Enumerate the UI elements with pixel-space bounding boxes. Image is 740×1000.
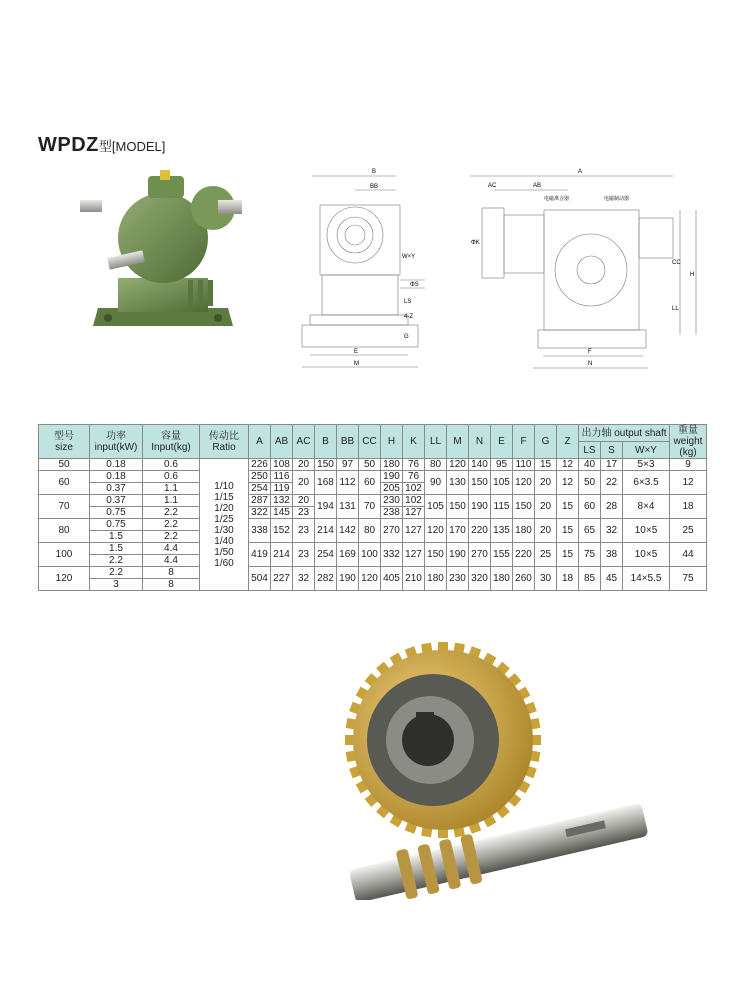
model-suffix: 型[MODEL]: [98, 139, 166, 154]
cell-kg: 2.2: [143, 507, 200, 519]
cell-CC: 70: [359, 495, 381, 519]
note-clutch: 电磁离合器: [544, 196, 570, 202]
cell-size: 80: [39, 519, 90, 543]
cell-kg: 1.1: [143, 483, 200, 495]
cell-K: 102: [403, 495, 425, 507]
cell-input: 0.37: [90, 483, 143, 495]
cell-H: 270: [381, 519, 403, 543]
cell-M: 170: [447, 519, 469, 543]
cell-kg: 2.2: [143, 519, 200, 531]
cell-weight: 75: [670, 567, 707, 591]
ratio-value: 1/15: [214, 491, 234, 503]
cell-A: 254: [249, 483, 271, 495]
cell-A: 287: [249, 495, 271, 507]
cell-AC: 32: [293, 567, 315, 591]
cell-Z: 15: [557, 495, 579, 519]
cell-WY: 10×5: [623, 519, 670, 543]
cell-H: 332: [381, 543, 403, 567]
header-size-line: 型号: [54, 430, 74, 442]
cell-input: 1.5: [90, 543, 143, 555]
header-ratio: [200, 425, 249, 459]
header-weight: [670, 425, 707, 459]
dim-K-label: ΦK: [471, 240, 480, 246]
cell-S: 28: [601, 495, 623, 519]
dim-F-label: F: [588, 349, 592, 355]
cell-B: 150: [315, 459, 337, 471]
cell-Z: 15: [557, 543, 579, 567]
page-title: [38, 133, 165, 159]
cell-kg: 0.6: [143, 459, 200, 471]
cell-H: 190: [381, 471, 403, 483]
cell-BB: 190: [337, 567, 359, 591]
cell-AB: 152: [271, 519, 293, 543]
header-ratio-line: Ratio: [212, 441, 236, 453]
cell-LL: 120: [425, 519, 447, 543]
gearbox-photo: [78, 168, 248, 338]
cell-BB: 169: [337, 543, 359, 567]
cell-K: 76: [403, 471, 425, 483]
front-dimension-drawing: [468, 160, 708, 375]
spec-table: [38, 424, 707, 591]
cell-E: 95: [491, 459, 513, 471]
dim-N-label: N: [588, 361, 593, 367]
cell-input: 0.75: [90, 519, 143, 531]
cell-H: 238: [381, 507, 403, 519]
ratio-value: 1/50: [214, 546, 234, 558]
cell-kg: 2.2: [143, 531, 200, 543]
cell-K: 76: [403, 459, 425, 471]
cell-N: 140: [469, 459, 491, 471]
ratio-value: 1/20: [214, 502, 234, 514]
header-dim: LL: [425, 425, 447, 459]
header-dim: Z: [557, 425, 579, 459]
cell-input: 2.2: [90, 567, 143, 579]
cell-AC: 20: [293, 495, 315, 507]
cell-Z: 12: [557, 459, 579, 471]
cell-F: 120: [513, 471, 535, 495]
cell-size: 70: [39, 495, 90, 519]
ratio-value: 1/10: [214, 480, 234, 492]
cell-B: 214: [315, 519, 337, 543]
cell-K: 102: [403, 483, 425, 495]
cell-Z: 15: [557, 519, 579, 543]
cell-WY: 14×5.5: [623, 567, 670, 591]
header-S: S: [601, 442, 623, 459]
cell-input: 0.75: [90, 507, 143, 519]
cell-CC: 60: [359, 471, 381, 495]
cell-H: 205: [381, 483, 403, 495]
cell-LL: 105: [425, 495, 447, 519]
cell-input: 0.37: [90, 495, 143, 507]
cell-F: 180: [513, 519, 535, 543]
cell-AB: 227: [271, 567, 293, 591]
header-weight-line: (kg): [679, 447, 697, 458]
cell-kg: 4.4: [143, 543, 200, 555]
cell-LL: 150: [425, 543, 447, 567]
header-dim: AB: [271, 425, 293, 459]
cell-AB: 108: [271, 459, 293, 471]
cell-size: 60: [39, 471, 90, 495]
cell-AC: 20: [293, 471, 315, 495]
cell-N: 220: [469, 519, 491, 543]
model-name: WPDZ: [38, 134, 99, 156]
cell-CC: 50: [359, 459, 381, 471]
cell-BB: 142: [337, 519, 359, 543]
note-brake: 电磁制动器: [604, 196, 630, 202]
dim-B-label: B: [372, 169, 377, 175]
cell-BB: 131: [337, 495, 359, 519]
cell-input: 1.5: [90, 531, 143, 543]
cell-input: 3: [90, 579, 143, 591]
cell-A: 322: [249, 507, 271, 519]
cell-F: 110: [513, 459, 535, 471]
cell-Z: 18: [557, 567, 579, 591]
cell-size: 50: [39, 459, 90, 471]
cell-S: 32: [601, 519, 623, 543]
cell-LS: 65: [579, 519, 601, 543]
cell-E: 180: [491, 567, 513, 591]
header-size-line: size: [55, 441, 73, 453]
cell-weight: 25: [670, 519, 707, 543]
cell-LL: 180: [425, 567, 447, 591]
dim-H-label: H: [690, 272, 695, 278]
cell-weight: 44: [670, 543, 707, 567]
cell-F: 260: [513, 567, 535, 591]
header-kg: [143, 425, 200, 459]
cell-AB: 132: [271, 495, 293, 507]
header-dim: AC: [293, 425, 315, 459]
cell-input: 0.18: [90, 471, 143, 483]
cell-F: 220: [513, 543, 535, 567]
cell-LL: 90: [425, 471, 447, 495]
cell-E: 105: [491, 471, 513, 495]
table-row: [39, 459, 707, 471]
header-dim: B: [315, 425, 337, 459]
ratio-value: 1/25: [214, 513, 234, 525]
cell-WY: 6×3.5: [623, 471, 670, 495]
header-dim: K: [403, 425, 425, 459]
header-input: [90, 425, 143, 459]
cell-LS: 50: [579, 471, 601, 495]
dim-CC-label: CC: [672, 260, 681, 266]
cell-K: 127: [403, 507, 425, 519]
cell-LS: 85: [579, 567, 601, 591]
side-dimension-drawing: [300, 160, 430, 375]
header-dim: F: [513, 425, 535, 459]
cell-weight: 9: [670, 459, 707, 471]
header-row: [39, 425, 707, 442]
dim-LS-label: LS: [404, 299, 412, 305]
cell-input: 2.2: [90, 555, 143, 567]
cell-LS: 60: [579, 495, 601, 519]
dim-AC-label: AC: [488, 183, 497, 189]
cell-input: 0.18: [90, 459, 143, 471]
cell-LL: 80: [425, 459, 447, 471]
cell-AC: 23: [293, 507, 315, 519]
cell-AC: 23: [293, 519, 315, 543]
cell-G: 15: [535, 459, 557, 471]
header-WY: W×Y: [623, 442, 670, 459]
header-dim: N: [469, 425, 491, 459]
cell-A: 250: [249, 471, 271, 483]
cell-M: 190: [447, 543, 469, 567]
header-LS: LS: [579, 442, 601, 459]
cell-K: 127: [403, 519, 425, 543]
cell-H: 180: [381, 459, 403, 471]
cell-kg: 4.4: [143, 555, 200, 567]
cell-N: 190: [469, 495, 491, 519]
cell-A: 338: [249, 519, 271, 543]
cell-kg: 8: [143, 567, 200, 579]
cell-CC: 120: [359, 567, 381, 591]
cell-E: 115: [491, 495, 513, 519]
worm-gear-photo: [328, 640, 664, 900]
dim-AB-label: AB: [533, 183, 542, 189]
cell-AB: 145: [271, 507, 293, 519]
cell-G: 20: [535, 495, 557, 519]
header-dim: E: [491, 425, 513, 459]
cell-G: 30: [535, 567, 557, 591]
dim-E-label: E: [354, 349, 359, 355]
cell-K: 127: [403, 543, 425, 567]
header-dim: CC: [359, 425, 381, 459]
header-weight-line: weight: [673, 436, 703, 447]
dim-S-label: ΦS: [410, 282, 419, 288]
header-input-line: 功率: [106, 430, 126, 442]
cell-AC: 23: [293, 543, 315, 567]
cell-S: 45: [601, 567, 623, 591]
table-row: [39, 471, 707, 483]
cell-BB: 97: [337, 459, 359, 471]
cell-M: 130: [447, 471, 469, 495]
cell-AC: 20: [293, 459, 315, 471]
cell-ratio: [200, 459, 249, 591]
cell-weight: 12: [670, 471, 707, 495]
header-input-line: input(kW): [94, 441, 138, 453]
cell-B: 194: [315, 495, 337, 519]
cell-size: 120: [39, 567, 90, 591]
cell-LS: 40: [579, 459, 601, 471]
spec-table-wrapper: [38, 424, 707, 591]
cell-S: 38: [601, 543, 623, 567]
cell-A: 226: [249, 459, 271, 471]
cell-AB: 116: [271, 471, 293, 483]
ratio-value: 1/60: [214, 557, 234, 569]
cell-size: 100: [39, 543, 90, 567]
cell-H: 230: [381, 495, 403, 507]
cell-kg: 8: [143, 579, 200, 591]
table-row: [39, 543, 707, 555]
dim-WY-label: W×Y: [402, 254, 416, 260]
cell-F: 150: [513, 495, 535, 519]
cell-WY: 8×4: [623, 495, 670, 519]
cell-M: 230: [447, 567, 469, 591]
cell-WY: 10×5: [623, 543, 670, 567]
cell-AB: 214: [271, 543, 293, 567]
header-size: [39, 425, 90, 459]
header-dim: G: [535, 425, 557, 459]
header-ratio-line: 传动比: [209, 430, 239, 442]
header-kg-line: Input(kg): [151, 441, 191, 453]
header-dim: M: [447, 425, 469, 459]
cell-E: 155: [491, 543, 513, 567]
cell-AB: 119: [271, 483, 293, 495]
header-output-shaft: 出力轴 output shaft: [579, 425, 670, 442]
dim-A-label: A: [578, 169, 583, 175]
header-dim: H: [381, 425, 403, 459]
dim-Z-label: 4-Z: [404, 314, 413, 320]
cell-WY: 5×3: [623, 459, 670, 471]
cell-B: 282: [315, 567, 337, 591]
cell-S: 17: [601, 459, 623, 471]
cell-G: 20: [535, 471, 557, 495]
cell-M: 150: [447, 495, 469, 519]
cell-weight: 18: [670, 495, 707, 519]
dim-BB-label: BB: [370, 184, 379, 190]
cell-BB: 112: [337, 471, 359, 495]
cell-kg: 0.6: [143, 471, 200, 483]
dim-G-label: G: [404, 334, 409, 340]
table-row: [39, 495, 707, 507]
dim-LL-label: LL: [672, 306, 679, 312]
cell-Z: 12: [557, 471, 579, 495]
cell-B: 254: [315, 543, 337, 567]
header-dim: BB: [337, 425, 359, 459]
cell-N: 150: [469, 471, 491, 495]
cell-LS: 75: [579, 543, 601, 567]
cell-N: 320: [469, 567, 491, 591]
ratio-value: 1/40: [214, 535, 234, 547]
cell-G: 20: [535, 519, 557, 543]
cell-S: 22: [601, 471, 623, 495]
cell-G: 25: [535, 543, 557, 567]
header-kg-line: 容量: [161, 430, 181, 442]
cell-CC: 80: [359, 519, 381, 543]
dim-M-label: M: [354, 361, 359, 367]
ratio-value: 1/30: [214, 524, 234, 536]
cell-N: 270: [469, 543, 491, 567]
cell-K: 210: [403, 567, 425, 591]
cell-M: 120: [447, 459, 469, 471]
cell-kg: 1.1: [143, 495, 200, 507]
table-row: [39, 519, 707, 531]
cell-A: 504: [249, 567, 271, 591]
cell-H: 405: [381, 567, 403, 591]
header-dim: A: [249, 425, 271, 459]
cell-A: 419: [249, 543, 271, 567]
cell-CC: 100: [359, 543, 381, 567]
header-weight-line: 重量: [678, 425, 698, 436]
cell-B: 168: [315, 471, 337, 495]
table-row: [39, 567, 707, 579]
cell-E: 135: [491, 519, 513, 543]
